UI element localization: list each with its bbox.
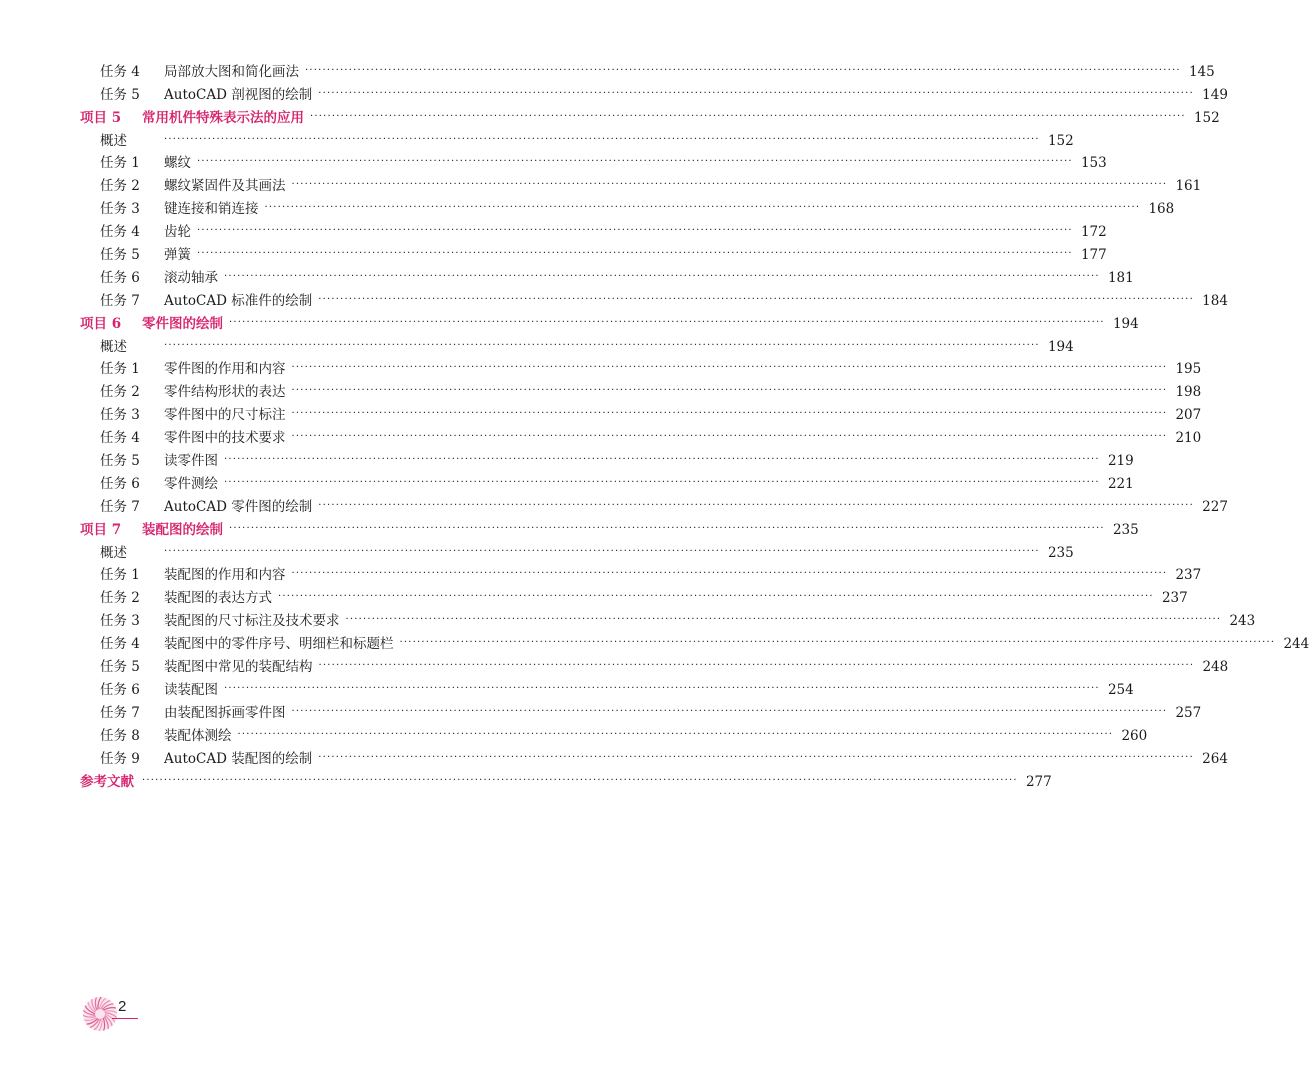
toc-entry-title: 读零件图 — [164, 453, 218, 470]
toc-page-number: 198 — [1175, 384, 1202, 401]
toc-entry-number: 项目 6 — [80, 315, 122, 332]
dot-leader: ········································································································································································································ — [197, 248, 1073, 260]
toc-entry-number: 任务 2 — [100, 590, 140, 607]
toc-page-number: 260 — [1121, 727, 1148, 744]
toc-entry-number: 任务 3 — [100, 407, 140, 424]
toc-entry-title: 装配图的表达方式 — [164, 590, 272, 607]
toc-entry-number: 任务 1 — [100, 155, 140, 172]
toc-entry-title: 零件图中的技术要求 — [164, 430, 286, 447]
toc-entry-row[interactable] — [80, 264, 1134, 287]
toc-entry-row[interactable] — [80, 356, 1202, 379]
toc-entry-number: 任务 5 — [100, 86, 140, 103]
toc-entry-title: 局部放大图和简化画法 — [164, 63, 299, 80]
page-number: 2 — [118, 998, 127, 1015]
dot-leader: ········································································································································································································ — [318, 293, 1194, 305]
toc-page-number: 207 — [1175, 407, 1202, 424]
toc-page-number: 210 — [1175, 430, 1202, 447]
toc-entry-row[interactable] — [80, 470, 1134, 493]
toc-entry-title: 键连接和销连接 — [164, 201, 259, 218]
toc-entry-title: 装配图中常见的装配结构 — [164, 659, 313, 676]
toc-entry-row[interactable] — [80, 218, 1107, 241]
toc-entry-number: 项目 7 — [80, 521, 122, 538]
toc-entry-title: 齿轮 — [164, 224, 191, 241]
dot-leader: ········································································································································································································ — [291, 408, 1168, 420]
toc-entry-title: 螺纹 — [164, 155, 191, 172]
toc-page-number: 243 — [1229, 613, 1256, 630]
dot-leader: ········································································································································································································ — [291, 385, 1168, 397]
toc-entry-row[interactable] — [80, 287, 1228, 310]
dot-leader: ········································································································································································································ — [318, 499, 1194, 511]
dot-leader: ········································································································································································································ — [278, 591, 1154, 603]
dot-leader: ········································································································································································································ — [224, 476, 1100, 488]
dot-leader: ········································································································································································································ — [345, 614, 1222, 626]
dot-leader: ········································································································································································································ — [305, 64, 1181, 76]
dot-leader: ········································································································································································································ — [291, 705, 1168, 717]
toc-entry-number: 任务 2 — [100, 178, 140, 195]
toc-entry-number: 任务 4 — [100, 430, 140, 447]
toc-entry-row[interactable] — [80, 699, 1202, 722]
toc-page-number: 227 — [1202, 498, 1228, 515]
toc-page-number: 153 — [1080, 155, 1107, 172]
dot-leader: ········································································································································································································ — [318, 751, 1194, 763]
toc-page-number: 161 — [1175, 178, 1202, 195]
toc-entry-number: 任务 4 — [100, 636, 140, 653]
toc-entry-title: 由装配图拆画零件图 — [164, 704, 286, 721]
toc-entry-number: 任务 1 — [100, 567, 140, 584]
toc-entry-number: 任务 9 — [100, 750, 140, 767]
toc-entry-number: 任务 8 — [100, 727, 140, 744]
toc-entry-row[interactable] — [80, 630, 1309, 653]
dot-leader: ········································································································································································································ — [291, 568, 1168, 580]
toc-page-number: 257 — [1175, 704, 1202, 721]
toc-page-number: 194 — [1112, 315, 1139, 332]
toc-page-number: 235 — [1112, 521, 1139, 538]
toc-entry-title: 零件图中的尺寸标注 — [164, 407, 286, 424]
toc-entry-title: 弹簧 — [164, 247, 191, 264]
dot-leader: ········································································································································································································ — [197, 156, 1073, 168]
toc-entry-title: 装配图的绘制 — [142, 521, 223, 538]
toc-page-number: 149 — [1202, 86, 1228, 103]
toc-page-number: 237 — [1161, 590, 1188, 607]
dot-leader: ········································································································································································································ — [224, 270, 1100, 282]
dot-leader: ········································································································································································································ — [164, 545, 1040, 557]
dot-leader: ········································································································································································································ — [310, 110, 1186, 122]
toc-entry-number: 任务 3 — [100, 201, 140, 218]
toc-page-number: 168 — [1148, 201, 1175, 218]
toc-page-number: 145 — [1188, 63, 1215, 80]
toc-entry-title: AutoCAD 装配图的绘制 — [164, 750, 313, 767]
dot-leader: ········································································································································································································ — [291, 362, 1168, 374]
toc-section-row[interactable] — [80, 768, 1052, 791]
toc-entry-title: 零件结构形状的表达 — [164, 384, 286, 401]
dot-leader: ········································································································································································································ — [224, 454, 1100, 466]
toc-entry-number: 任务 7 — [100, 704, 140, 721]
toc-entry-row[interactable] — [80, 722, 1148, 745]
toc-entry-title: 常用机件特殊表示法的应用 — [142, 109, 304, 126]
toc-entry-number: 任务 5 — [100, 659, 140, 676]
toc-entry-row[interactable] — [80, 195, 1175, 218]
dot-leader: ········································································································································································································ — [164, 133, 1040, 145]
toc-entry-title: 螺纹紧固件及其画法 — [164, 178, 286, 195]
dot-leader: ········································································································································································································ — [291, 431, 1168, 443]
toc-page-number: 184 — [1202, 292, 1228, 309]
toc-entry-number: 概述 — [100, 338, 127, 355]
toc-entry-row[interactable] — [80, 653, 1229, 676]
toc-page-number: 235 — [1047, 544, 1074, 561]
toc-entry-row[interactable] — [80, 241, 1107, 264]
toc-entry-title: AutoCAD 剖视图的绘制 — [164, 86, 313, 103]
toc-page-number: 152 — [1047, 132, 1074, 149]
toc-entry-row[interactable] — [80, 447, 1134, 470]
toc-entry-number: 项目 5 — [80, 109, 122, 126]
toc-page-number: 195 — [1175, 361, 1202, 378]
dot-leader: ········································································································································································································ — [197, 225, 1073, 237]
dot-leader: ········································································································································································································ — [224, 682, 1100, 694]
toc-entry-number: 参考文献 — [80, 773, 134, 790]
toc-page-number: 219 — [1107, 453, 1134, 470]
dot-leader: ········································································································································································································ — [237, 728, 1114, 740]
toc-entry-row[interactable] — [80, 493, 1228, 516]
toc-entry-title: 零件图的绘制 — [142, 315, 223, 332]
toc-entry-number: 任务 6 — [100, 269, 140, 286]
toc-entry-number: 概述 — [100, 132, 127, 149]
toc-section-row[interactable] — [80, 310, 1139, 333]
toc-entry-row[interactable] — [80, 172, 1202, 195]
dot-leader: ········································································································································································································ — [164, 339, 1040, 351]
toc-entry-row[interactable] — [80, 745, 1228, 768]
dot-leader: ········································································································································································································ — [229, 522, 1105, 534]
toc-entry-row[interactable] — [80, 58, 1215, 81]
toc-page-number: 152 — [1193, 109, 1220, 126]
toc-entry-number: 任务 3 — [100, 613, 140, 630]
toc-entry-title: AutoCAD 零件图的绘制 — [164, 498, 313, 515]
dot-leader: ········································································································································································································ — [264, 202, 1141, 214]
toc-entry-row[interactable] — [80, 378, 1202, 401]
dot-leader: ········································································································································································································ — [318, 660, 1195, 672]
dot-leader: ········································································································································································································ — [399, 637, 1276, 649]
toc-entry-row[interactable] — [80, 539, 1074, 562]
toc-page-number: 177 — [1080, 247, 1107, 264]
toc-entry-number: 任务 5 — [100, 453, 140, 470]
toc-entry-title: 装配图中的零件序号、明细栏和标题栏 — [164, 636, 394, 653]
toc-entry-row[interactable] — [80, 150, 1107, 173]
toc-page-number: 221 — [1107, 475, 1134, 492]
toc-entry-title: 装配体测绘 — [164, 727, 232, 744]
toc-entry-row[interactable] — [80, 607, 1256, 630]
toc-section-row[interactable] — [80, 104, 1220, 127]
toc-entry-number: 任务 2 — [100, 384, 140, 401]
toc-entry-row[interactable] — [80, 333, 1074, 356]
toc-page-number: 248 — [1202, 659, 1229, 676]
table-of-contents — [80, 58, 1309, 791]
toc-entry-number: 任务 7 — [100, 292, 140, 309]
toc-entry-title: AutoCAD 标准件的绘制 — [164, 292, 313, 309]
toc-entry-number: 任务 1 — [100, 361, 140, 378]
toc-entry-title: 零件测绘 — [164, 475, 218, 492]
toc-page-number: 264 — [1202, 750, 1228, 767]
toc-page-number: 237 — [1175, 567, 1202, 584]
toc-entry-number: 任务 4 — [100, 63, 140, 80]
toc-entry-number: 任务 4 — [100, 224, 140, 241]
dot-leader: ········································································································································································································ — [229, 316, 1105, 328]
toc-entry-row[interactable] — [80, 81, 1228, 104]
dot-leader: ········································································································································································································ — [142, 774, 1018, 786]
toc-page-number: 254 — [1107, 681, 1134, 698]
toc-entry-title: 滚动轴承 — [164, 269, 218, 286]
toc-entry-row[interactable] — [80, 127, 1074, 150]
toc-entry-title: 装配图的尺寸标注及技术要求 — [164, 613, 340, 630]
dot-leader: ········································································································································································································ — [291, 179, 1168, 191]
toc-entry-row[interactable] — [80, 676, 1134, 699]
toc-entry-number: 概述 — [100, 544, 127, 561]
toc-entry-number: 任务 6 — [100, 681, 140, 698]
toc-entry-row[interactable] — [80, 401, 1202, 424]
toc-entry-row[interactable] — [80, 584, 1188, 607]
toc-entry-row[interactable] — [80, 562, 1202, 585]
dot-leader: ········································································································································································································ — [318, 87, 1194, 99]
toc-entry-row[interactable] — [80, 424, 1202, 447]
toc-entry-title: 装配图的作用和内容 — [164, 567, 286, 584]
page-number-underline — [112, 1018, 138, 1019]
toc-entry-number: 任务 7 — [100, 498, 140, 515]
spiral-ornament-icon — [83, 997, 117, 1031]
toc-page-number: 277 — [1025, 773, 1052, 790]
toc-page-number: 244 — [1283, 636, 1309, 653]
toc-page-number: 194 — [1047, 338, 1074, 355]
toc-page-number: 181 — [1107, 269, 1134, 286]
toc-entry-number: 任务 5 — [100, 247, 140, 264]
toc-page-number: 172 — [1080, 224, 1107, 241]
toc-entry-title: 读装配图 — [164, 681, 218, 698]
toc-section-row[interactable] — [80, 516, 1139, 539]
toc-entry-title: 零件图的作用和内容 — [164, 361, 286, 378]
toc-entry-number: 任务 6 — [100, 475, 140, 492]
